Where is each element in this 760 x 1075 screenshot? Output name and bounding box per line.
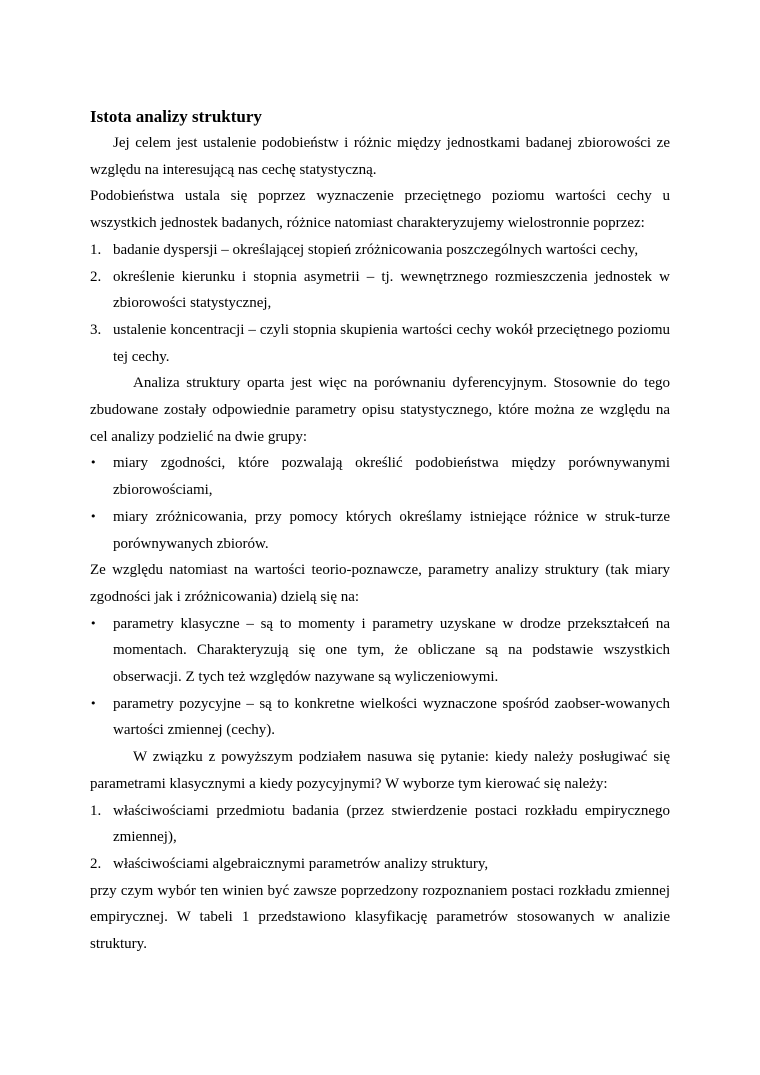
paragraph-question: W związku z powyższym podziałem nasuwa się pytanie: kiedy należy posługiwać się parametrami klasycznymi a kiedy pozycyjnymi? W wyborze tym kierować się należy: [90,749,670,792]
list-item-text: ustalenie koncentracji – czyli stopnia skupienia wartości cechy wokół przeciętnego poziomu tej cechy. [113,321,670,365]
paragraph-cognitive: Ze względu natomiast na wartości teorio-poznawcze, parametry analizy struktury (tak miary zgodności jak i zróżnicowania) dzielą się na: [90,562,670,605]
list-item [90,851,670,878]
list-item [90,798,670,851]
bullet-list-parameters [90,611,670,745]
bullet-icon: • [90,696,97,710]
list-item [90,237,670,264]
bullet-list-groups [90,450,670,557]
list-number: 1. [90,802,102,819]
list-item-text: określenie kierunku i stopnia asymetrii – tj. wewnętrznego rozmieszczenia jednostek w zbiorowości statystycznej, [113,268,670,312]
paragraph-analysis: Analiza struktury oparta jest więc na porównaniu dyferencyjnym. Stosownie do tego zbudowane zostały odpowiednie parametry opisu statystycznego, które można ze względu na cel analizy podzielić na dwie grupy: [90,375,670,445]
paragraph-similarities: Podobieństwa ustala się poprzez wyznaczenie przeciętnego poziomu wartości cechy u wszystkich jednostek badanych, różnice natomiast charakteryzujemy wielostronnie poprzez: [90,188,670,232]
list-number: 2. [90,268,102,285]
list-item [90,691,670,744]
bullet-icon: • [90,616,97,630]
list-item [90,317,670,370]
document-body [90,104,670,958]
list-item-text: właściwościami przedmiotu badania (przez stwierdzenie postaci rozkładu empirycznego zmiennej), [113,802,670,846]
paragraph-intro: Jej celem jest ustalenie podobieństw i różnic między jednostkami badanej zbiorowości ze względu na interesującą nas cechę statystyczną. [90,135,670,178]
bullet-icon: • [90,509,97,523]
list-item-text: parametry pozycyjne – są to konkretne wielkości wyznaczone spośród zaobser-wowanych wartości zmiennej (cechy). [113,695,670,739]
list-item-text: badanie dyspersji – określającej stopień zróżnicowania poszczególnych wartości cechy, [113,241,639,258]
list-item-text: parametry klasyczne – są to momenty i parametry uzyskane w drodze przekształceń na momentach. Charakteryzują się one tym, że obliczane są na podstawie wszystkich obserwacji. Z tych też względów nazywane są wyliczeniowymi. [113,615,670,686]
list-number: 1. [90,241,102,258]
list-item [90,450,670,503]
list-item-text: miary zróżnicowania, przy pomocy których określamy istniejące różnice w struk-turze porównywanych zbiorów. [113,508,670,552]
paragraph-conclusion: przy czym wybór ten winien być zawsze poprzedzony rozpoznaniem postaci rozkładu zmiennej empirycznej. W tabeli 1 przedstawiono klasyfikację parametrów stosowanych w analizie struktury. [90,882,670,953]
list-item [90,504,670,557]
list-number: 3. [90,321,102,338]
numbered-list-differences [90,237,670,371]
numbered-list-criteria [90,798,670,878]
bullet-icon: • [90,456,97,470]
list-item-text: właściwościami algebraicznymi parametrów analizy struktury, [113,855,489,872]
list-item [90,264,670,317]
list-number: 2. [90,855,102,872]
list-item-text: miary zgodności, które pozwalają określić podobieństwa między porównywanymi zbiorowościami, [113,455,670,499]
section-title: Istota analizy struktury [90,107,262,126]
list-item [90,611,670,691]
